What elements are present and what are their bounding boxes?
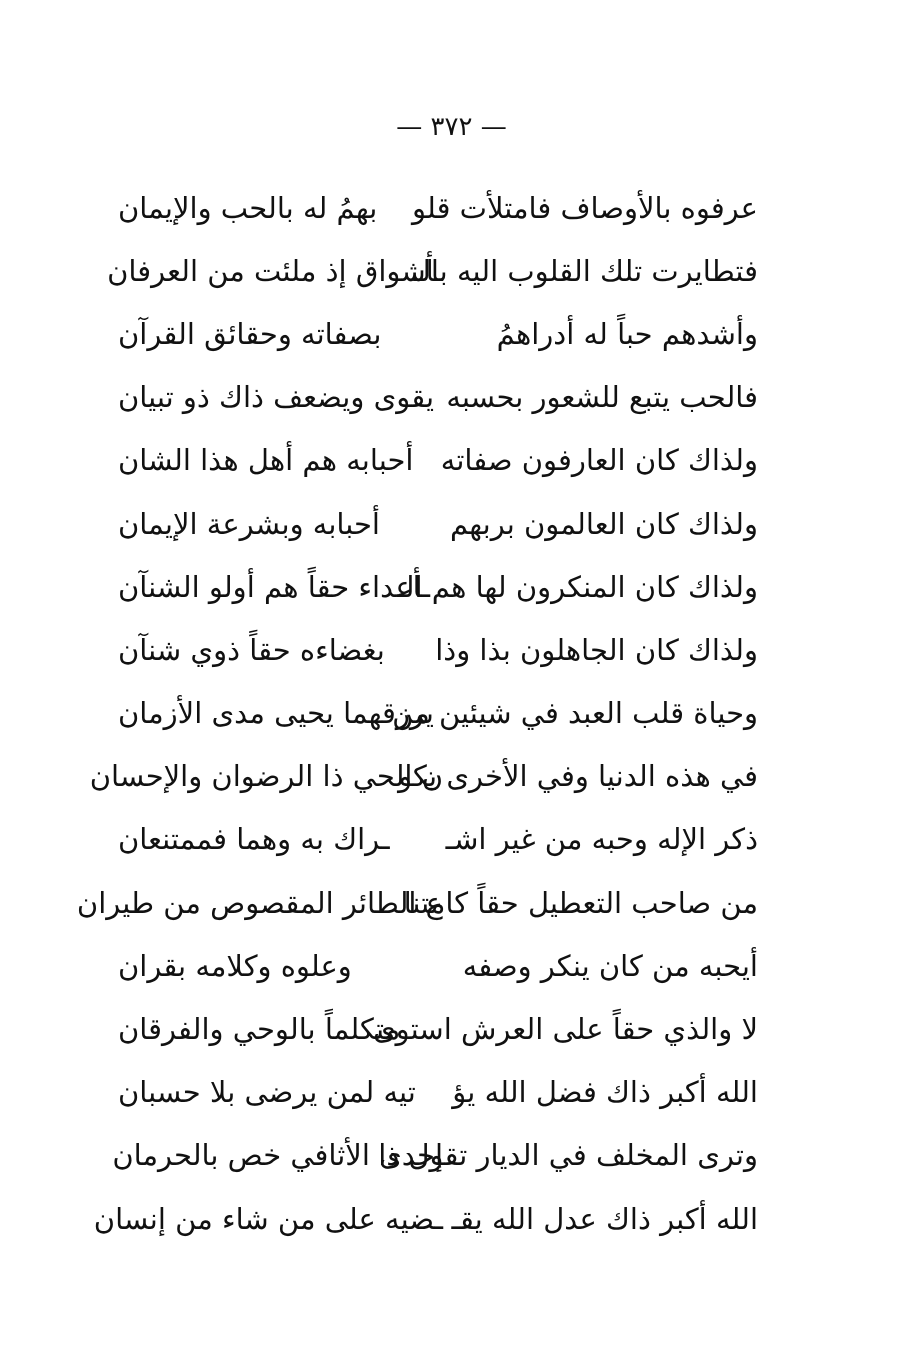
first-hemistich: فتطايرت تلك القلوب اليه بالـ (413, 253, 758, 288)
first-hemistich: أيحبه من كان ينكر وصفه (462, 948, 758, 983)
verse-line (118, 492, 758, 555)
second-hemistich: أحبابه هم أهل هذا الشان (118, 443, 414, 478)
verse-line (118, 997, 758, 1060)
poem-verses (76, 176, 758, 1250)
second-hemistich: ن الحي ذا الرضوان والإحسان (89, 759, 443, 794)
second-hemistich: ـأشواق إذ ملئت من العرفان (107, 253, 443, 288)
page-number: — ٣٧٢ — (396, 112, 507, 142)
verse-line (107, 239, 758, 302)
first-hemistich: من صاحب التعطيل حقاً كامتنا (403, 885, 758, 920)
first-hemistich: في هذه الدنيا وفي الأخرى يكو (398, 759, 758, 794)
verse-line (118, 1061, 758, 1124)
second-hemistich: بهمُ له بالحب والإيمان (118, 190, 378, 225)
second-hemistich: ـراك به وهما فممتنعان (118, 822, 390, 857)
first-hemistich: لا والذي حقاً على العرش استوى (372, 1012, 758, 1047)
second-hemistich: ع الطائر المقصوص من طيران (76, 885, 443, 920)
verse-line (118, 808, 758, 871)
second-hemistich: إحدى الأثافي خص بالحرمان (112, 1138, 443, 1173)
first-hemistich: ولذاك كان العالمون بربهم (449, 506, 758, 541)
verse-line (89, 745, 758, 808)
verse-line (118, 176, 758, 239)
verse-line (118, 366, 758, 429)
first-hemistich: ذكر الإله وحبه من غير اشـ (445, 822, 758, 857)
first-hemistich: وحياة قلب العبد في شيئين من (392, 696, 758, 731)
verse-line (118, 555, 758, 618)
second-hemistich: تيه لمن يرضى بلا حسبان (118, 1075, 416, 1110)
verse-line (118, 618, 758, 681)
first-hemistich: وترى المخلف في الديار تقول ذا (378, 1138, 758, 1173)
second-hemistich: أحبابه وبشرعة الإيمان (118, 506, 380, 541)
second-hemistich: بصفاته وحقائق القرآن (118, 316, 382, 351)
first-hemistich: ولذاك كان الجاهلون بذا وذا (435, 632, 758, 667)
first-hemistich: ولذاك كان المنكرون لها هم الـ (397, 569, 758, 604)
first-hemistich: وأشدهم حباً له أدراهمُ (496, 316, 758, 351)
verse-line (76, 871, 758, 934)
first-hemistich: ولذاك كان العارفون صفاته (440, 443, 758, 478)
verse-line (118, 934, 758, 997)
verse-line (118, 429, 758, 492)
second-hemistich: يرزقهما يحيى مدى الأزمان (118, 696, 434, 731)
second-hemistich: يقوى ويضعف ذاك ذو تبيان (118, 380, 435, 415)
verse-line (118, 682, 758, 745)
first-hemistich: الله أكبر ذاك فضل الله يؤ (452, 1075, 758, 1110)
second-hemistich: ـأعداء حقاً هم أولو الشنآن (118, 569, 430, 604)
first-hemistich: الله أكبر ذاك عدل الله يقـ (451, 1201, 758, 1236)
second-hemistich: وعلوه وكلامه بقران (118, 948, 352, 983)
first-hemistich: فالحب يتبع للشعور بحسبه (446, 380, 758, 415)
second-hemistich: متكلماً بالوحي والفرقان (118, 1012, 401, 1047)
verse-line (112, 1124, 758, 1187)
second-hemistich: ـضيه على من شاء من إنسان (93, 1201, 443, 1236)
verse-line (118, 302, 758, 365)
second-hemistich: بغضاءه حقاً ذوي شنآن (118, 632, 385, 667)
first-hemistich: عرفوه بالأوصاف فامتلأت قلو (411, 190, 758, 225)
verse-line (93, 1187, 758, 1250)
